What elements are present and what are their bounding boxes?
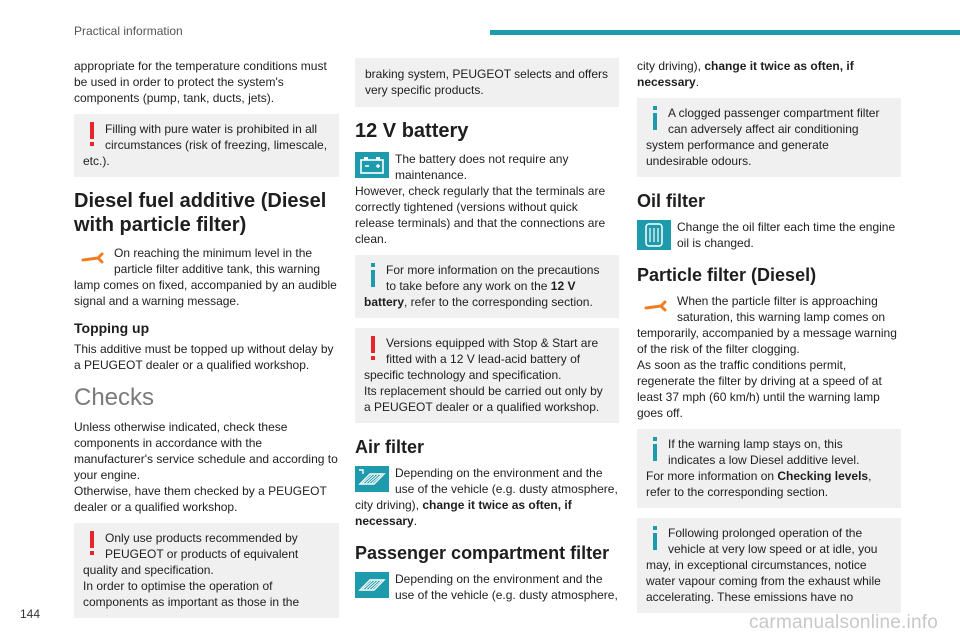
info-box-battery: [355, 255, 619, 318]
warning-box-stop-start: [355, 328, 619, 423]
topping-up-text: This additive must be topped up without delay by a PEUGEOT dealer or a qualified workshop.: [74, 342, 334, 372]
air-filter-item: [355, 465, 619, 529]
battery-icon: [355, 152, 389, 178]
info-lamp-text-1: If the warning lamp stays on, this indicates a low Diesel additive level.: [668, 437, 860, 467]
info-cabin-filter-text: A clogged passenger compartment filter can adversely affect air conditioning system performance and generate undesirable odours.: [646, 106, 880, 168]
info-i-icon: [366, 262, 380, 292]
battery-item: [355, 151, 619, 183]
warning-box-products: [74, 523, 339, 618]
heading-particle-filter: Particle filter (Diesel): [637, 265, 817, 285]
battery-text: However, check regularly that the terminals are correctly tightened (versions without quick release terminals) and that the connections are clean.: [355, 184, 606, 246]
warning-stop-start-text-2: Its replacement should be carried out only by a PEUGEOT dealer or a qualified workshop.: [364, 384, 603, 414]
watermark: carmanualsonline.info: [748, 612, 938, 633]
info-i-icon: [648, 525, 662, 555]
heading-12v-battery: 12 V battery: [355, 120, 469, 142]
continued-box: [355, 58, 619, 107]
info-box-cabin-filter: [637, 98, 901, 177]
oil-filter-text: Change the oil filter each time the engine oil is changed.: [677, 220, 896, 250]
warning-exclamation-icon: [85, 530, 99, 560]
warning-stop-start-text-1: Versions equipped with Stop & Start are fitted with a 12 V lead-acid battery of specific technology and specification.: [364, 336, 599, 382]
column-1: [74, 58, 339, 628]
warning-box-pure-water: [74, 114, 339, 177]
particle-filter-warning-icon: [74, 246, 108, 272]
air-filter-text: Depending on the environment and the use of the vehicle (e.g. dusty atmosphere, city driving), change it twice as often, if necessary.: [355, 466, 618, 528]
info-box-warning-lamp: [637, 429, 901, 508]
heading-checks: Checks: [74, 384, 155, 411]
info-i-icon: [648, 105, 662, 135]
warning-exclamation-icon: [85, 121, 99, 151]
warning-products-text-2: In order to optimise the operation of components as important as those in the: [83, 579, 300, 609]
particle-filter-text-1: When the particle filter is approaching saturation, this warning lamp comes on temporarily, accompanied by a message warning of the risk of the filter clogging.: [637, 294, 897, 356]
heading-topping-up: Topping up: [74, 320, 150, 336]
heading-passenger-filter: Passenger compartment filter: [355, 543, 610, 563]
column-3: [637, 58, 901, 623]
diesel-additive-item: [74, 245, 339, 309]
particle-filter-text-2: As soon as the traffic conditions permit, regenerate the filter by driving at a speed of at least 37 mph (60 km/h) until the warning lamp goes off.: [637, 358, 882, 420]
checks-text-2: Otherwise, have them checked by a PEUGEOT dealer or a qualified workshop.: [74, 484, 327, 514]
continued-box-text: braking system, PEUGEOT selects and offers very specific products.: [365, 67, 608, 97]
oil-filter-icon: [637, 220, 671, 250]
info-water-vapour-text: Following prolonged operation of the vehicle at very low speed or at idle, you may, in exceptional circumstances, notice water vapour coming from the exhaust while accelerating. These emissions have no: [646, 526, 881, 604]
continued-text: city driving), change it twice as often, if necessary.: [637, 59, 854, 89]
heading-diesel-additive: Diesel fuel additive (Diesel with particle filter): [74, 190, 327, 236]
info-lamp-text-2: For more information on Checking levels, refer to the corresponding section.: [646, 469, 872, 499]
warning-text: Filling with pure water is prohibited in all circumstances (risk of freezing, limescale, etc.).: [83, 122, 328, 168]
checks-text-1: Unless otherwise indicated, check these components in accordance with the manufacturer's service schedule and according to your engine.: [74, 420, 338, 482]
passenger-filter-item: [355, 571, 619, 603]
header-accent-rule: [490, 30, 960, 35]
page-number: 144: [20, 607, 41, 621]
passenger-filter-text: Depending on the environment and the use of the vehicle (e.g. dusty atmosphere,: [395, 572, 618, 602]
info-battery-text: For more information on the precautions to take before any work on the 12 V battery, refer to the corresponding section.: [364, 263, 600, 309]
warning-exclamation-icon: [366, 335, 380, 365]
warning-products-text-1: Only use products recommended by PEUGEOT or products of equivalent quality and specification.: [83, 531, 299, 577]
cabin-filter-icon: [355, 572, 389, 598]
particle-filter-warning-icon: [637, 294, 671, 320]
info-i-icon: [648, 436, 662, 466]
particle-filter-item: [637, 293, 901, 357]
page-header-title: Practical information: [74, 24, 183, 38]
paragraph-intro: appropriate for the temperature conditions must be used in order to protect the system's components (pump, tank, ducts, jets).: [74, 59, 327, 105]
battery-icon-text: The battery does not require any maintenance.: [395, 152, 569, 182]
info-box-water-vapour: [637, 518, 901, 613]
air-filter-icon: [355, 466, 389, 492]
oil-filter-item: [637, 219, 901, 251]
heading-oil-filter: Oil filter: [637, 191, 706, 211]
heading-air-filter: Air filter: [355, 437, 425, 457]
column-2: [355, 58, 619, 609]
diesel-additive-text: On reaching the minimum level in the particle filter additive tank, this warning lamp comes on fixed, accompanied by an audible signal and a warning message.: [74, 246, 337, 308]
